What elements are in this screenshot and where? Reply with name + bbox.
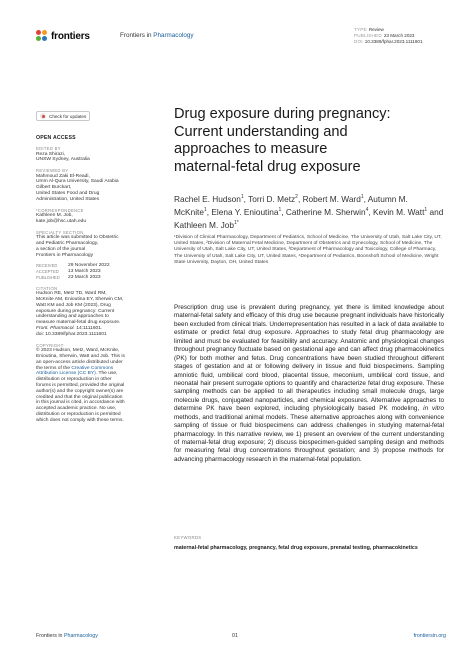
published-value: 23 March 2023 (383, 33, 415, 39)
frontiers-logo[interactable] (36, 30, 90, 42)
author-name[interactable]: Torri D. Metz (248, 193, 296, 204)
specialty-label: SPECIALTY SECTION (36, 229, 84, 235)
copyright-text-span: the terms of the (36, 365, 70, 371)
type-label: TYPE (354, 27, 367, 32)
reviewer-name: Mahmoud Zaki El-Readi, (36, 173, 90, 179)
author-affiliation-marker: 1 (278, 207, 282, 214)
author-name[interactable]: Elena Y. Enioutina (211, 206, 279, 217)
citation-line: understanding and approaches to (36, 314, 109, 320)
check-updates-label: Check for updates (49, 113, 87, 119)
citation-line: Hudson RE, Metz TD, Ward RM, (36, 291, 107, 297)
author-affiliation-marker: 1 (360, 194, 364, 200)
editor-name: Reza Shirazi, (36, 151, 66, 157)
title-line: approaches to measure (174, 141, 328, 158)
citation-line: exposure during pregnancy: Current (36, 308, 115, 314)
author-separator: , (281, 206, 286, 217)
correspondence-text (36, 213, 140, 225)
author-name[interactable]: Robert M. Ward (302, 193, 361, 204)
reviewed-by-label: REVIEWED BY (36, 168, 69, 174)
author-separator: and (427, 206, 444, 217)
article-title (174, 106, 444, 176)
check-for-updates-button[interactable] (36, 111, 90, 121)
license-link[interactable]: Creative Commons (71, 365, 114, 371)
affiliations: ¹Division of Clinical Pharmacology, Department of Pediatrics, School of Medicine, The University of Utah, Salt Lake City, UT, United States, ²Division of Maternal Fetal Medicine, Department of Obstetrics and Gynecology, School of Medicine, The University of Utah, Salt Lake City, UT, United States, ³Department of Pharmacology and Toxicology, College of Pharmacy, The University of Utah, Salt Lake City, UT, United States, ⁴Department of Pediatrics, Boonshoft School of Medicine, Wright State University, Dayton, OH, United States (174, 235, 442, 265)
author-affiliation-marker: 1 (203, 207, 207, 214)
page-number: 01 (232, 633, 238, 639)
author-name[interactable]: Rachel E. Hudson (174, 193, 241, 204)
citation-doi[interactable]: doi: 10.3389/fphar.2023.1111601 (36, 331, 107, 337)
footer-journal (36, 633, 98, 639)
keywords: maternal-fetal pharmacology, pregnancy, fetal drug exposure, prenatal testing, pharmacokinetics (174, 545, 418, 551)
author-name[interactable]: Catherine M. Sherwin (285, 206, 366, 217)
title-line: Current understanding and (174, 123, 348, 140)
copyright-line: distribution or reproduction is permitted (36, 411, 121, 417)
citation-journal: Front. Pharmacol. (36, 326, 75, 332)
editor-affiliation: UNSW Sydney, Australia (36, 157, 90, 163)
doi-value[interactable]: 10.3389/fphar.2023.1111601 (364, 39, 423, 45)
license-link[interactable]: Attribution License (CC BY). (36, 371, 98, 377)
abstract (174, 304, 444, 464)
title-line: Drug exposure during pregnancy: (174, 106, 391, 122)
citation-volume: 14:1111601. (76, 326, 103, 332)
page-header (36, 26, 446, 56)
correspondence-label: *CORRESPONDENCE (36, 207, 84, 213)
frontiers-logo-icon (36, 30, 48, 42)
page-footer (36, 633, 446, 643)
citation-line: Watt KM and Job KM (2023), Drug (36, 302, 111, 308)
copyright-line: an open-access article distributed under (36, 359, 123, 365)
reviewed-by-text (36, 174, 140, 203)
corresponding-email[interactable]: kate.job@hsc.utah.edu (36, 218, 87, 224)
article-meta (354, 27, 454, 46)
specialty-line: Frontiers in Pharmacology (36, 252, 94, 258)
author-name[interactable]: Kathleen M. Job (174, 220, 234, 231)
doi-label: DOI (354, 39, 363, 45)
journal-prefix: Frontiers in (120, 32, 152, 39)
author-list (174, 192, 444, 232)
citation-section (36, 286, 140, 338)
author-name[interactable]: Autumn M. McKnite (174, 193, 408, 217)
author-separator: , (206, 206, 212, 217)
copyright-text (36, 348, 140, 423)
reviewer-affiliation: Umm Al-Qura University, Saudi Arabia (36, 179, 119, 185)
specialty-line: and Pediatric Pharmacology, (36, 240, 99, 246)
article-dates (36, 263, 140, 280)
date-value: 13 March 2023 (68, 269, 101, 275)
specialty-text (36, 235, 140, 258)
date-label: ACCEPTED (36, 269, 59, 275)
author-affiliation-marker: 1 (424, 207, 428, 214)
corresponding-author: Kathleen M. Job, (36, 213, 73, 219)
correspondence-section (36, 208, 140, 225)
author-affiliation-marker: 1 (240, 194, 244, 200)
copyright-line: author(s) and the copyright owner(s) are (36, 388, 124, 394)
specialty-section (36, 230, 140, 259)
author-affiliation-marker: 1* (233, 220, 239, 227)
specialty-line: This article was submitted to Obstetric (36, 235, 119, 241)
footer-journal-prefix: Frontiers in (36, 633, 63, 639)
keywords-label: KEYWORDS (174, 535, 202, 540)
copyright-section (36, 343, 140, 424)
specialty-line: a section of the journal (36, 246, 86, 252)
reviewer-affiliation: United States Food and Drug (36, 190, 100, 196)
reviewed-by-section (36, 168, 140, 202)
abstract-italic: in vitro (423, 405, 445, 413)
article-sidebar (36, 106, 140, 428)
journal-title: Pharmacology (153, 32, 194, 39)
citation-line: McKnite AM, Enioutina EY, Sherwin CM, (36, 297, 124, 303)
type-value: Review (368, 27, 384, 32)
author-affiliation-marker: 4 (365, 207, 369, 214)
brand-name: frontiers (51, 30, 90, 42)
author-separator: , (363, 193, 368, 204)
edited-by-text (36, 152, 140, 164)
copyright-line: in this journal is cited, in accordance with (36, 400, 125, 406)
footer-site-link[interactable]: frontiersin.org (413, 633, 446, 639)
copyright-line: Enioutina, Sherwin, Watt and Job. This is (36, 353, 125, 359)
copyright-line: accepted academic practice. No use, (36, 406, 117, 412)
author-affiliation-marker: 2 (295, 194, 298, 200)
edited-by-section (36, 146, 140, 163)
citation-label: CITATION (36, 285, 58, 291)
journal-name[interactable] (120, 32, 194, 39)
open-access-label: OPEN ACCESS (36, 135, 76, 141)
date-value: 23 March 2023 (68, 274, 101, 280)
author-separator: , (368, 206, 374, 217)
published-label: PUBLISHED (354, 33, 382, 39)
citation-text (36, 291, 140, 337)
reviewer-name: Gilbert Burckart, (36, 185, 72, 191)
copyright-line: forums is permitted, provided the original (36, 382, 125, 388)
footer-journal-name: Pharmacology (63, 633, 98, 639)
title-line: maternal-fetal drug exposure (174, 158, 361, 175)
edited-by-label: EDITED BY (36, 146, 61, 151)
date-label: RECEIVED (36, 263, 58, 269)
check-updates-icon (40, 113, 46, 119)
copyright-line: credited and that the original publication (36, 394, 123, 400)
copyright-label: COPYRIGHT (36, 342, 64, 348)
abstract-text: methods, and traditional animal models. These alternative approaches along with convenience sampling of tissue or fluid biospecimens can address challenges in studying maternal-fetal pharmacology. In this narrative review, we 1) present an overview of the current understanding of maternal-fetal drug exposure; 2) discuss biospecimen-guided sampling design and methods for measuring fetal drug concentrations throughout gestation; and 3) propose methods for advancing pharmacology research in the maternal-fetal population. (174, 413, 444, 463)
copyright-text-span: The use, (98, 371, 118, 377)
author-separator: , (243, 193, 249, 204)
reviewer-affiliation: Administration, United States (36, 196, 100, 202)
copyright-line: which does not comply with these terms. (36, 417, 124, 423)
date-label: PUBLISHED (36, 274, 60, 280)
abstract-text: Prescription drug use is prevalent during pregnancy, yet there is limited knowledge about maternal-fetal safety and efficacy of this drug use because pregnant individuals have historically been excluded from clinical trials. Underrepresentation has resulted in a lack of data available to estimate or predict fetal drug exposure. Approaches to study fetal drug pharmacology are limited and must be evaluated for feasibility and accuracy. Anatomic and physiological changes throughout pregnancy fluctuate based on gestational age and can affect drug pharmacokinetics (PK) for both mother and fetus. Drug concentrations have been studied throughout different stages of gestation and at or following delivery in tissue and fluid biospecimens. Sampling amniotic fluid, umbilical cord blood, placental tissue, meconium, umbilical cord tissue, and neonatal hair present surrogate options to quantify and characterize fetal drug exposure. These sampling methods can be applied to all therapeutics including small molecule drugs, large molecule drugs, conjugated nanoparticles, and chemical exposures. Alternative approaches to determine PK have been explored, including physiologically based PK modeling, (174, 304, 444, 413)
citation-line: measure maternal-fetal drug exposure. (36, 320, 121, 326)
date-value: 29 November 2022 (68, 263, 110, 269)
author-name[interactable]: Kevin M. Watt (373, 206, 425, 217)
copyright-line: © 2023 Hudson, Metz, Ward, McKnite, (36, 348, 120, 354)
copyright-line: distribution or reproduction in other (36, 377, 112, 383)
author-separator: , (297, 193, 303, 204)
